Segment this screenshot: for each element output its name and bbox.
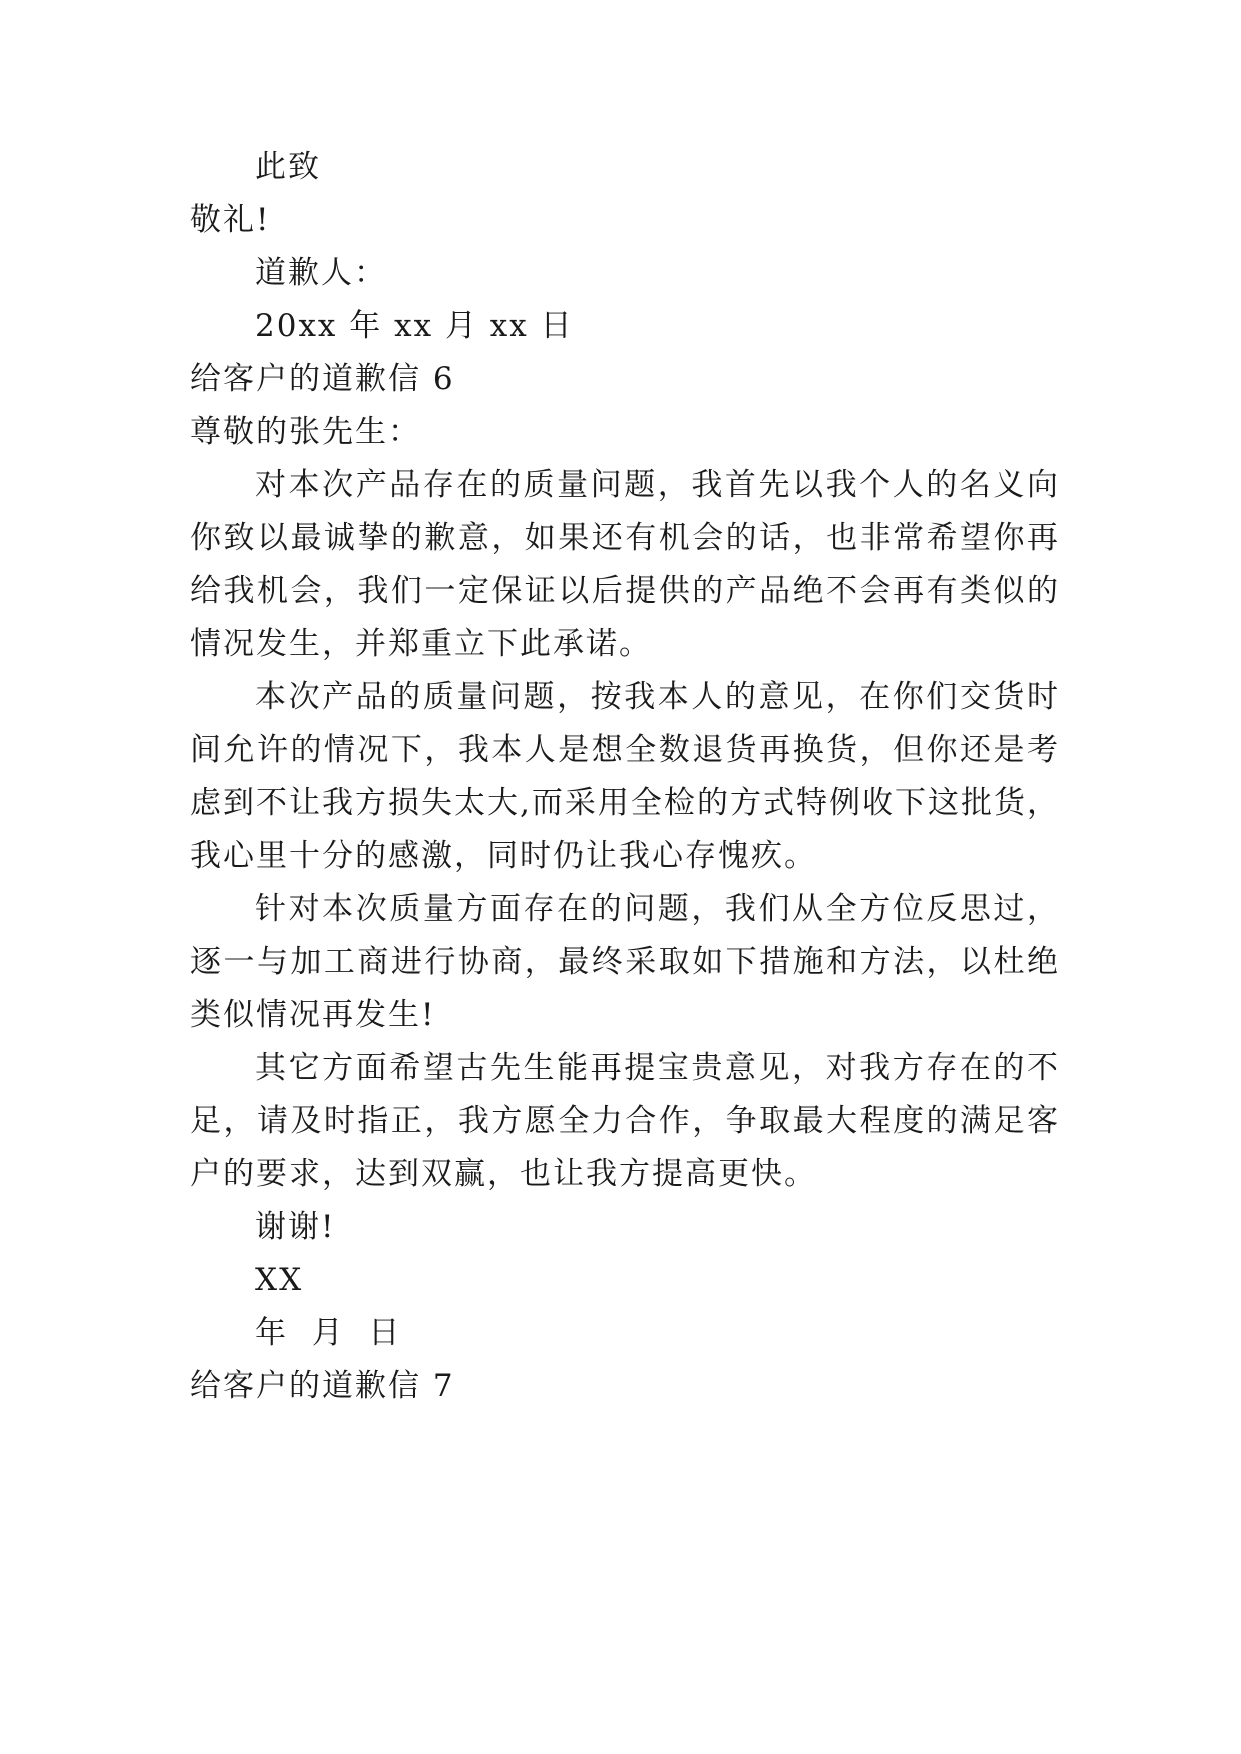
signer-name: XX [255, 1262, 304, 1298]
paragraph-line: 针对本次质量方面存在的问题，我们从全方位反思过， [255, 891, 1060, 927]
paragraph-line: 其它方面希望古先生能再提宝贵意见，对我方存在的不 [255, 1050, 1060, 1086]
closing-regards: 敬礼! [190, 202, 271, 238]
paragraph-line: 间允许的情况下，我本人是想全数退货再换货，但你还是考 [190, 732, 1060, 768]
paragraph-line: 户的要求，达到双赢，也让我方提高更快。 [190, 1156, 817, 1192]
paragraph-line: 足，请及时指正，我方愿全力合作，争取最大程度的满足客 [190, 1103, 1060, 1139]
letter-greeting: 尊敬的张先生： [190, 414, 421, 450]
closing-salutation: 此致 [255, 149, 321, 185]
letter-date: 年 月 日 [255, 1315, 402, 1351]
paragraph-line: 对本次产品存在的质量问题，我首先以我个人的名义向 [255, 467, 1060, 503]
closing-thanks: 谢谢! [255, 1209, 336, 1245]
letter-heading: 给客户的道歉信 6 [190, 361, 455, 397]
paragraph-line: 逐一与加工商进行协商，最终采取如下措施和方法，以杜绝 [190, 944, 1060, 980]
paragraph-line: 我心里十分的感激，同时仍让我心存愧疚。 [190, 838, 817, 874]
paragraph-line: 你致以最诚挚的歉意，如果还有机会的话，也非常希望你再 [190, 520, 1060, 556]
paragraph-line: 情况发生，并郑重立下此承诺。 [190, 626, 652, 662]
paragraph-line: 给我机会，我们一定保证以后提供的产品绝不会再有类似的 [190, 573, 1060, 609]
paragraph-line: 本次产品的质量问题，按我本人的意见，在你们交货时 [255, 679, 1060, 715]
signer-label: 道歉人： [255, 255, 387, 291]
paragraph-line: 虑到不让我方损失太大,而采用全检的方式特例收下这批货， [190, 785, 1060, 821]
paragraph-line: 类似情况再发生! [190, 997, 436, 1033]
letter-heading: 给客户的道歉信 7 [190, 1368, 455, 1404]
letter-date: 20xx 年 xx 月 xx 日 [255, 308, 574, 344]
